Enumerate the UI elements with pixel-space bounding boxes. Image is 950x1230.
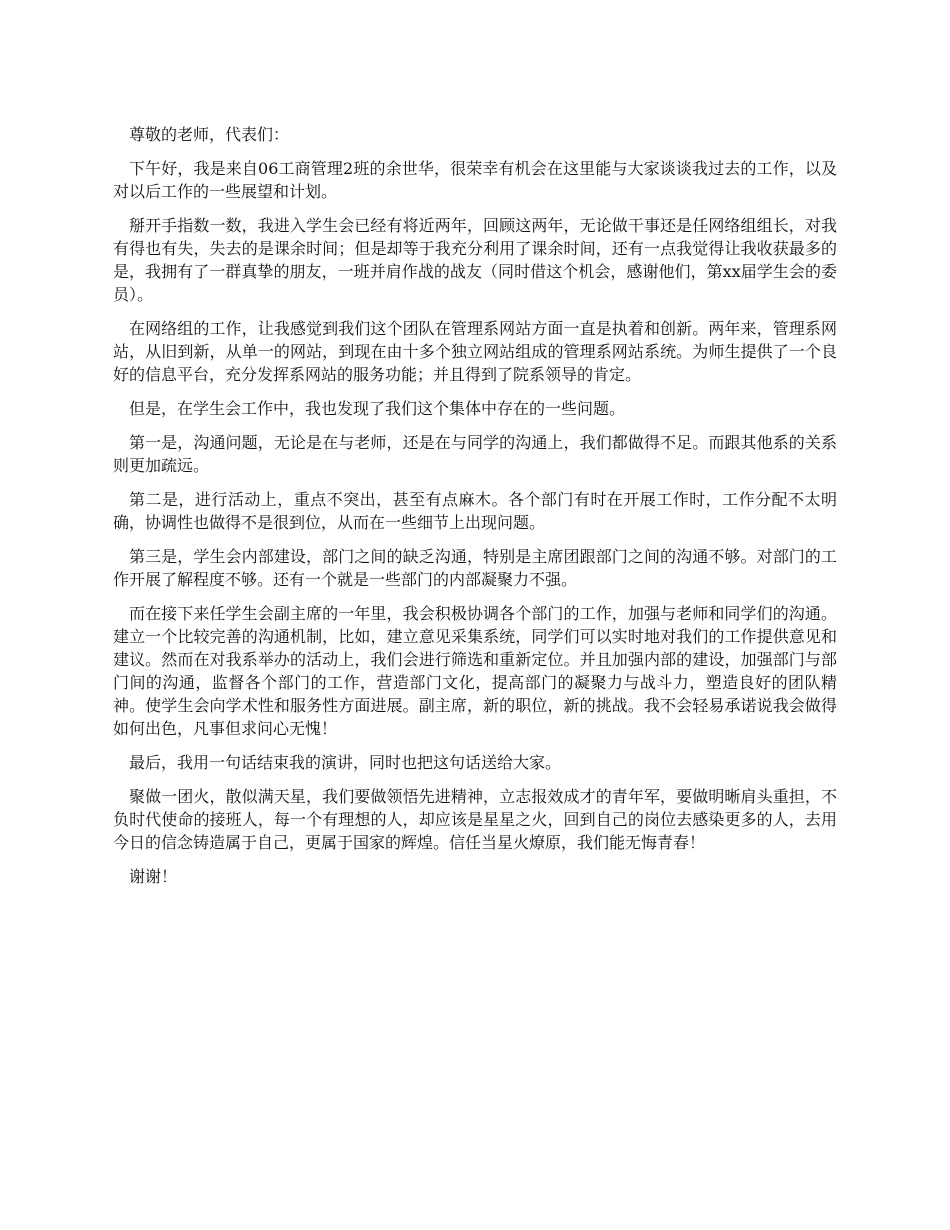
paragraph-problems-intro: 但是，在学生会工作中，我也发现了我们这个集体中存在的一些问题。 bbox=[129, 399, 626, 418]
salutation: 尊敬的老师，代表们： bbox=[129, 125, 290, 144]
paragraph-intro: 下午好，我是来自06工商管理2班的余世华，很荣幸有机会在这里能与大家谈谈我过去的工作，以及对以后工作的一些展望和计划。 bbox=[113, 159, 837, 201]
paragraph-closing-intro: 最后，我用一句话结束我的演讲，同时也把这句话送给大家。 bbox=[129, 753, 562, 772]
paragraph-thanks: 谢谢！ bbox=[129, 867, 178, 886]
paragraph-problem-two: 第二是，进行活动上，重点不突出，甚至有点麻木。各个部门有时在开展工作时，工作分配不太明确，协调性也做得不是很到位，从而在一些细节上出现问题。 bbox=[113, 490, 837, 532]
paragraph-closing-quote: 聚做一团火，散似满天星，我们要做领悟先进精神，立志报效成才的青年军，要做明晰肩头重担，不负时代使命的接班人，每一个有理想的人，却应该是星星之火，回到自己的岗位去感染更多的人，去用今日的信念铸造属于自己，更属于国家的辉煌。信任当星火燎原，我们能无悔青春！ bbox=[113, 787, 837, 852]
paragraph-plans: 而在接下来任学生会副主席的一年里，我会积极协调各个部门的工作，加强与老师和同学们的沟通。建立一个比较完善的沟通机制，比如，建立意见采集系统，同学们可以实时地对我们的工作提供意见和建议。然而在对我系举办的活动上，我们会进行筛选和重新定位。并且加强内部的建设，加强部门与部门间的沟通，监督各个部门的工作，营造部门文化，提高部门的凝聚力与战斗力，塑造良好的团队精神。使学生会向学术性和服务性方面进展。副主席，新的职位，新的挑战。我不会轻易承诺说我会做得如何出色，凡事但求问心无愧！ bbox=[113, 604, 837, 738]
paragraph-experience: 掰开手指数一数，我进入学生会已经有将近两年，回顾这两年，无论做干事还是任网络组组长，对我有得也有失，失去的是课余时间；但是却等于我充分利用了课余时间，还有一点我觉得让我收获最多的是，我拥有了一群真挚的朋友，一班并肩作战的战友（同时借这个机会，感谢他们，第xx届学生会的委员）。 bbox=[113, 216, 837, 304]
document-body bbox=[113, 123, 837, 899]
paragraph-problem-one: 第一是，沟通问题，无论是在与老师，还是在与同学的沟通上，我们都做得不足。而跟其他系的关系则更加疏远。 bbox=[113, 433, 837, 475]
paragraph-network-group: 在网络组的工作，让我感觉到我们这个团队在管理系网站方面一直是执着和创新。两年来，管理系网站，从旧到新，从单一的网站，到现在由十多个独立网站组成的管理系网站系统。为师生提供了一个良好的信息平台，充分发挥系网站的服务功能；并且得到了院系领导的肯定。 bbox=[113, 319, 837, 384]
paragraph-problem-three: 第三是，学生会内部建设，部门之间的缺乏沟通，特别是主席团跟部门之间的沟通不够。对部门的工作开展了解程度不够。还有一个就是一些部门的内部凝聚力不强。 bbox=[113, 547, 837, 589]
